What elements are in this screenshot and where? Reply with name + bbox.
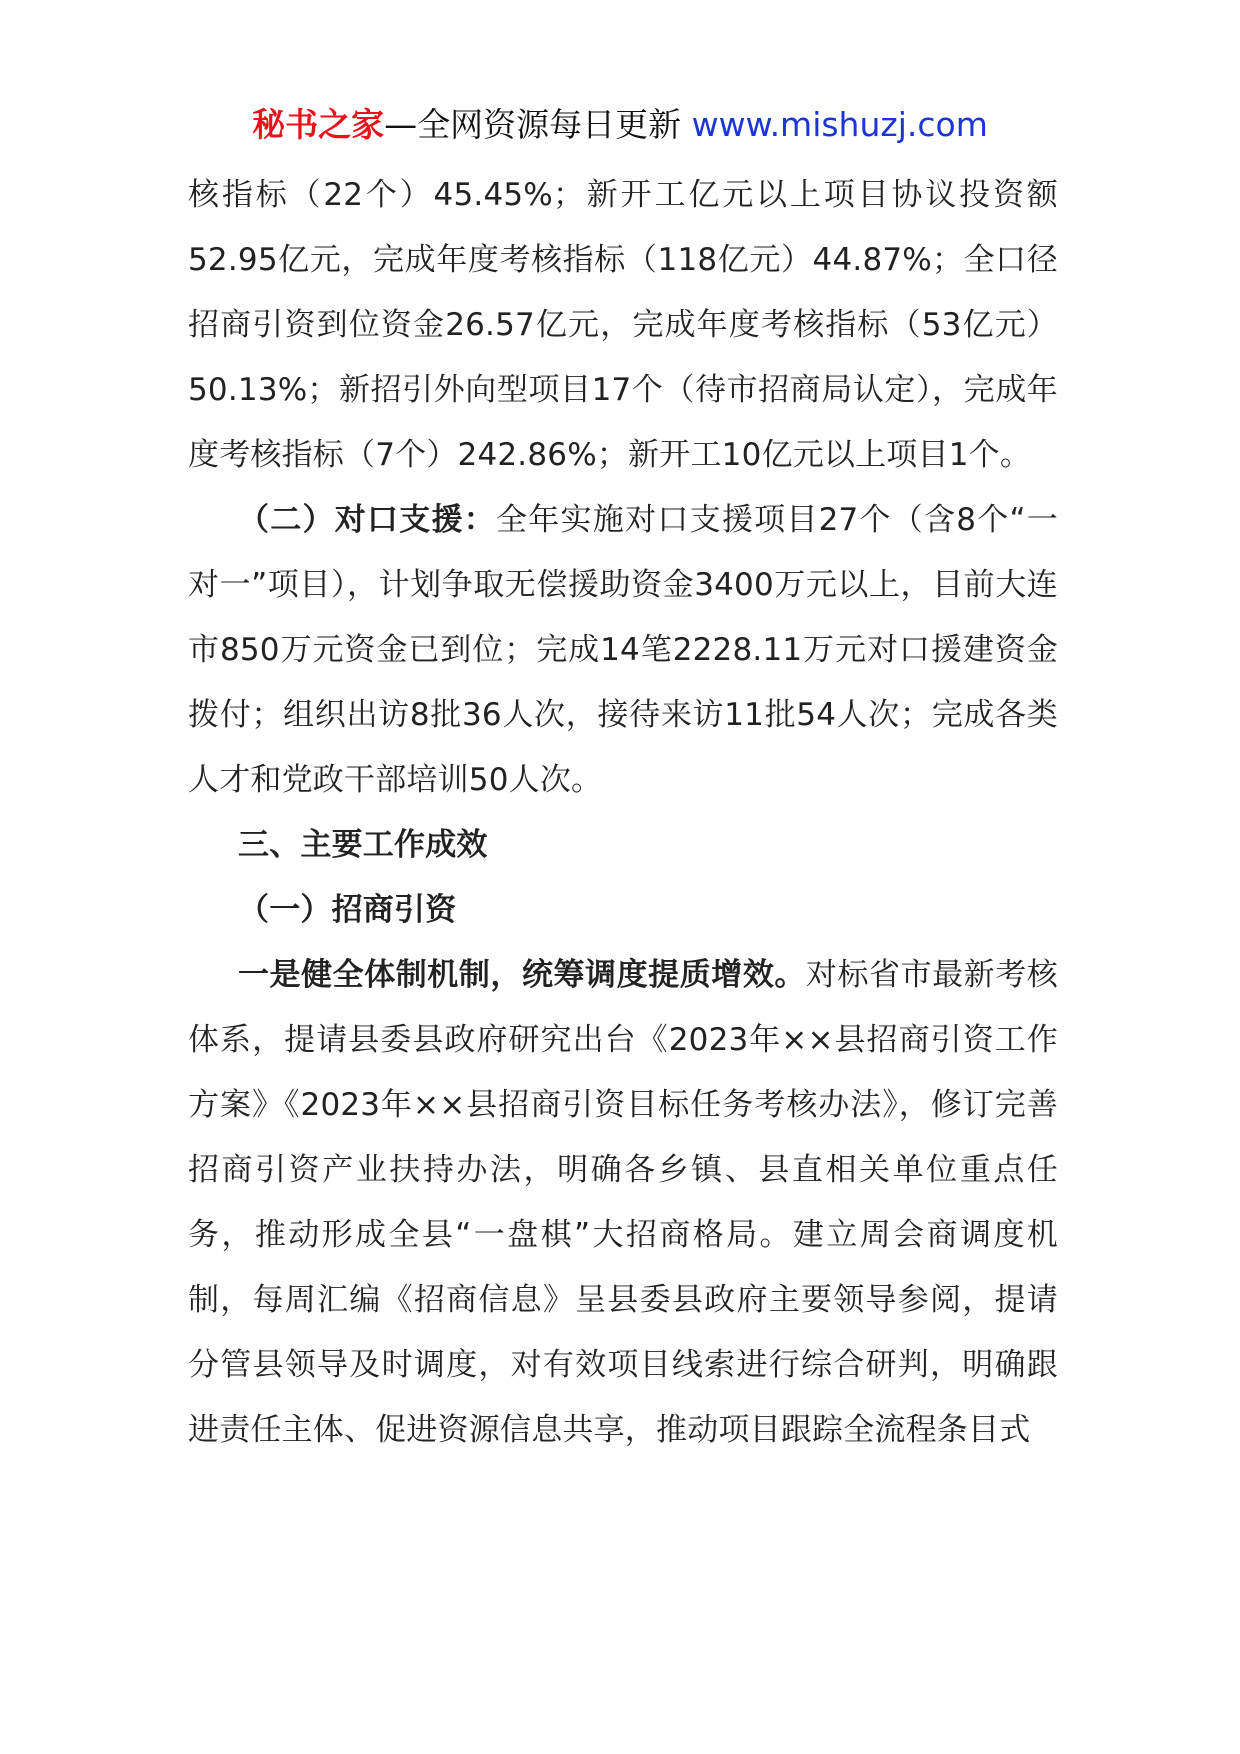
paragraph-investment-indicators: 核指标（22个）45.45%；新开工亿元以上项目协议投资额52.95亿元，完成年度考核指标（118亿元）44.87%；全口径招商引资到位资金26.57亿元，完成年度考核指标（53亿元）50.13%；新招引外向型项目17个（待市招商局认定），完成年度考核指标（7个）242.86%；新开工10亿元以上项目1个。: [188, 177, 1058, 473]
header-tagline: —全网资源每日更新: [384, 105, 692, 144]
paragraph-counterpart-support: [188, 488, 1058, 813]
paragraph-lead-mechanism: 一是健全体制机制，统筹调度提质增效。: [238, 957, 806, 993]
document-body: [188, 163, 1058, 1463]
paragraph-mechanism: [188, 943, 1058, 1463]
paragraph-lead-counterpart-support: （二）对口支援：: [238, 502, 497, 538]
section-heading-main-results: 三、主要工作成效: [238, 827, 488, 863]
header-url-link[interactable]: www.mishuzj.com: [691, 105, 988, 144]
paragraph-body-mechanism: 对标省市最新考核体系，提请县委县政府研究出台《2023年××县招商引资工作方案》《2023年××县招商引资目标任务考核办法》，修订完善招商引资产业扶持办法，明确各乡镇、县直相关单位重点任务，推动形成全县“一盘棋”大招商格局。建立周会商调度机制，每周汇编《招商信息》呈县委县政府主要领导参阅，提请分管县领导及时调度，对有效项目线索进行综合研判，明确跟进责任主体、促进资源信息共享，推动项目跟踪全流程条目式: [188, 957, 1058, 1448]
header-brand: 秘书之家: [252, 105, 385, 144]
page-header: [0, 100, 1240, 150]
subsection-heading-investment: （一）招商引资: [238, 892, 457, 928]
paragraph-body-counterpart-support: 全年实施对口支援项目27个（含8个“一对一”项目），计划争取无偿援助资金3400万元以上，目前大连市850万元资金已到位；完成14笔2228.11万元对口援建资金拨付；组织出访8批36人次，接待来访11批54人次；完成各类人才和党政干部培训50人次。: [188, 502, 1058, 798]
